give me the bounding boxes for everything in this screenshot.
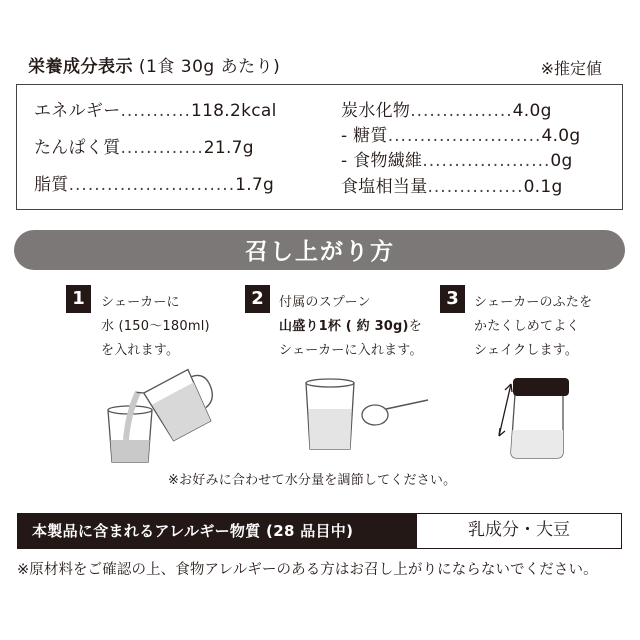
glass-icon <box>100 410 160 470</box>
allergy-value: 乳成分・大豆 <box>416 513 622 549</box>
nutrition-row-protein: たんぱく質.............21.7g <box>34 138 254 158</box>
step-1-text: シェーカーに 水 (150〜180ml) を入れます。 <box>101 295 210 358</box>
step-2-text: 付属のスプーン 山盛り1杯 ( 約 30g)を シェーカーに入れます。 <box>279 295 423 358</box>
nutrition-row-salt: 食塩相当量...............0.1g <box>341 177 563 197</box>
spoon-icon <box>300 375 440 455</box>
nutrition-row-energy: エネルギー...........118.2kcal <box>34 101 277 121</box>
nutrition-title: 栄養成分表示 (1食 30g あたり) <box>28 57 281 77</box>
step-2-number: 2 <box>245 285 270 313</box>
water-amount-note: ※お好みに合わせて水分量を調節してください。 <box>168 473 457 488</box>
estimate-note: ※推定値 <box>540 59 602 78</box>
allergy-warning: ※原材料をご確認の上、食物アレルギーのある方はお召し上がりにならないでください。 <box>17 562 598 578</box>
nutrition-row-fiber: - 食物繊維....................0g <box>341 151 573 171</box>
step-3-text: シェーカーのふたを かたくしめてよく シェイクします。 <box>474 295 593 358</box>
shake-arrows-icon <box>493 378 517 444</box>
step-1-number: 1 <box>66 285 91 313</box>
nutrition-row-sugar: - 糖質........................4.0g <box>341 126 581 146</box>
step-3-number: 3 <box>440 285 465 313</box>
nutrition-row-fat: 脂質..........................1.7g <box>34 175 275 195</box>
allergy-label: 本製品に含まれるアレルギー物質 (28 品目中) <box>17 513 416 549</box>
howto-title: 召し上がり方 <box>245 239 395 265</box>
nutrition-row-carbohydrate: 炭水化物................4.0g <box>341 101 552 121</box>
